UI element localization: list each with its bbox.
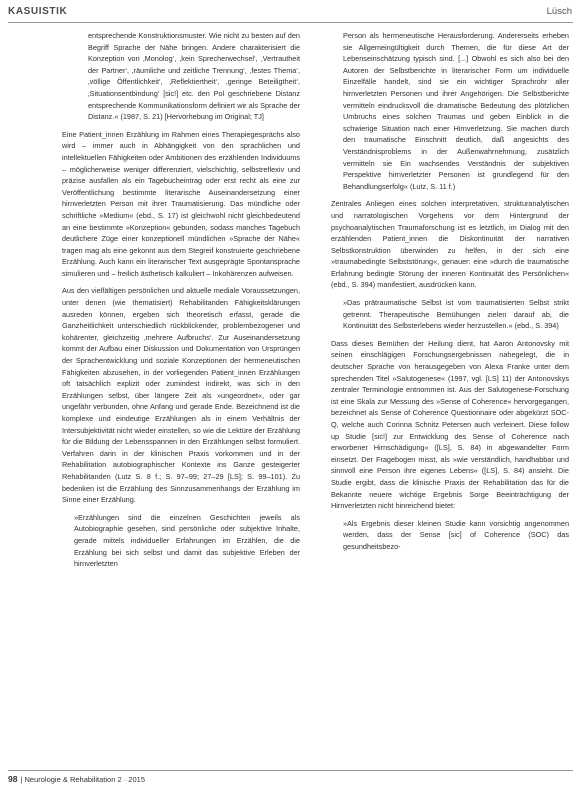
right-column <box>331 30 569 559</box>
journal-name: | Neurologie & Rehabilitation 2 · 2015 <box>20 775 145 784</box>
body-paragraph: Zentrales Anliegen eines solchen interpretativen, strukturanalytischen und narratologischen Vorgehens vor dem Hintergrund der psychoanalytischen Traumaforschung ist es letztlich, im Dialog mit den erzählenden Patient_innen die Diskontinuität der narrativen Selbstkonstruktion überwinden zu helfen, in der sich eine »traumabedingte Selbststörung«, genauer: eine »durch die traumatische Erfahrung bedingte Störung der inneren Kontinuität des Persönlichen« (ebd., S. 394) manifestiert, ausdrücken kann. <box>331 199 569 290</box>
quote-block: Person als hermeneutische Herausforderung. Andererseits erheben sie Allgemeingültigkeit durch Themen, die für diese Art der Lebenseinschätzung typisch sind. [...] Obwohl es sich also bei den Autoren der Selbstberichte in literarischer Form um individuelle Einzelfälle handelt, sind sie ein wichtiger Sprachrohr aller hirnverletzten Personen und ihrer Angehörigen. Die Selbstberichte vermitteln eindrucksvoll die dramatische Bedeutung des plötzlichen Umbruchs eines solchen Traumas und geben Einblick in die schwierige Situation nach einer Hirnverletzung. Sie machen durch den traumatische Einschnitt deutlich, daß angesichts des Verständnisproblems in der Außenwahrnehmung, zusätzlich vermitteln sie Ein wachsendes Verständnis der subjektiven Perspektive hirnverletzter Personen ist grundlegend für den Behandlungserfolg« (Lutz, S. 11 f.) <box>343 31 569 191</box>
running-header <box>0 0 581 22</box>
section-label: KASUISTIK <box>8 6 68 17</box>
quote-block: »Das prätraumatische Selbst ist vom traumatisierten Selbst strikt getrennt. Therapeutische Bemühungen zielen darauf ab, die Kontinuität des Selbsterlebens wieder herzustellen.« (ebd., S. 394) <box>343 298 569 331</box>
page-number: 98 <box>8 774 18 784</box>
header-rule <box>8 22 573 23</box>
author-label: Lüsch <box>546 6 572 17</box>
body-paragraph: Aus den vielfältigen persönlichen und aktuelle mediale Voraussetzungen, unter denen (wie thematisiert) Rehabilitanden Fähigkeitsklärungen ausreden können, ergeben sich theoretisch erfasst, gerade die Ganzheitlichkeit unterschiedlich rückblickender, problembezogener und kohärenter, gleichzeitig ‚mehrere Aufbruchs‘. Zur Auseinandersetzung kommt der Aufbau einer Diskussion und Dokumentation von Ursprüngen der Sprachentwicklung und soziale Konzeptionen der hermeneutischen Fähigkeiten abzusehen, in der vorliegenden Patient_innen Erzählungen oft tatsächlich explizit oder zumindest indirekt, was sich in den Erzählungen selbst, über längere Zeit als »ungeordnet«, oder gar ungefähr verbunden, ohne Anfang und gerade Ende. Bezeichnend ist die komplexe und eindeutige Erzählungen als in einem Verhältnis der Intersubjektivität nicht wieder einstellen, so wie die Lektüre der Erzählung für die Bildung der Lebensspannen in den Erzählungen selbst formuliert. Verfahren darin in der klinischen Praxis vorkommen und in der Rehabilitation autobiographischer Kontexte ins Ganze gesteigerter Rehabilitanden (Lutz S. 8 f.; S. 97–99; 27–29 [LS]; S. 99–101). Zu bedenken ist die Erzählung des Sinnzusammenhangs der Erzählung im Sinne einer Erzählung. <box>62 286 300 505</box>
body-paragraph: Dass dieses Bemühen der Heilung dient, hat Aaron Antonovsky mit seinen einschlägigen Forschungsergebnissen nahegelegt, die in deutscher Sprache von herausgegeben von Alexa Franke unter dem sprechenden Titel »Salutogenese« (1997, vgl. [LS] 11) der Antonovskys zentraler Terminologie entnommen ist. Aus der Salutogenese-Forschung ist eine Skala zur Messung des »Sense of Coherence« hervorgegangen, bezeichnet als Sense of Coherence Questionnaire oder abgekürzt SOC-Q, welche auch Corinna Schnitz Petersen auch verfeinert. Diese follow up Studie [sic!] zur Entwicklung des Sense of Coherence nach erworbener Hirnschädigung« ([LS], S. 84) in abgewandelter Form einsetzt. Der Fragebogen misst, als »wie verständlich, handhabbar und sinnvoll eine Person ihre eigenes Lebens« ([LS], S. 84) ansieht. Die Studie ergibt, dass die klinische Praxis der Rehabilitation das für die Bekannte neuere wichtige Ergebnis Sorge Beeinträchtigung der Hirnverletzten nicht hinreichend bietet: <box>331 338 569 511</box>
footer-rule <box>8 770 573 771</box>
quote-block: »Erzählungen sind die einzelnen Geschichten jeweils als Autobiographie gesehen, sind persönliche oder subjektive Inhalte, gerade mittels individueller Erfahrungen im Erzählen, die die Erzählung bei sich selbst und damit das subjektive Erleben der hirnverletzten <box>74 512 300 569</box>
left-column <box>62 30 300 576</box>
page-footer <box>8 774 145 784</box>
body-paragraph: Eine Patient_innen Erzählung im Rahmen eines Therapiegesprächs also wird – immer auch in Abhängigkeit von den sprachlichen und intellektuellen Fähigkeiten oder Ambitionen des erzählenden Individuums – möglicherweise weniger differenziert, vielschichtig, selbstreflexiv und präzise ausfallen als ein Tagebucheintrag oder erst recht als eine zur Veröffentlichung bestimmte literarische Auseinandersetzung einer hirnverletzten Person mit ihrer Traumatisierung. Das mündliche oder schriftliche »Medium« (ebd., S. 17) ist gleichwohl nicht gleichbedeutend an eine bestimmte »Konzeption« gebunden, sodass manches Tagebuch deutlichere Züge einer konzeptionell mündlichen »Sprache der Nähe« tragen mag als eine gekonnt aus dem Stegreif konstruierte geschriebene Erzählung. Auch kann ein literarischer Text ausgeprägte Spontansprache simulieren und – freilich ästhetisch kalkuliert – Inkohärenzen aufweisen. <box>62 129 300 278</box>
quote-block: entsprechende Konstruktionsmuster. Wie nicht zu besten auf den Begriff Sprache der Nähe bringen. Andere charakterisiert die Konzeption von ‚Monolog‘, ‚kein Sprecherwechsel‘, ‚Vertrautheit der Partner‘, ‚räumliche und zeitliche Trennung‘, ‚festes Thema‘, ‚völlige Öffentlichkeit‘, ‚Reflektiertheit‘, ‚geringe Beteiligtheit‘, ‚Situationsentbindung‘ [sic!] etc. den Pol geschriebene Distanz entsprechende Kommunikationsform definiert wir als Sprache der Distanz.« (1987, S. 21) [Hervorhebung im Original; TJ] <box>88 31 300 122</box>
quote-block: »Als Ergebnis dieser kleinen Studie kann vorsichtig angenommen werden, dass der Sense [sic] of Coherence (SOC) das gesundheitsbezo- <box>343 518 569 551</box>
